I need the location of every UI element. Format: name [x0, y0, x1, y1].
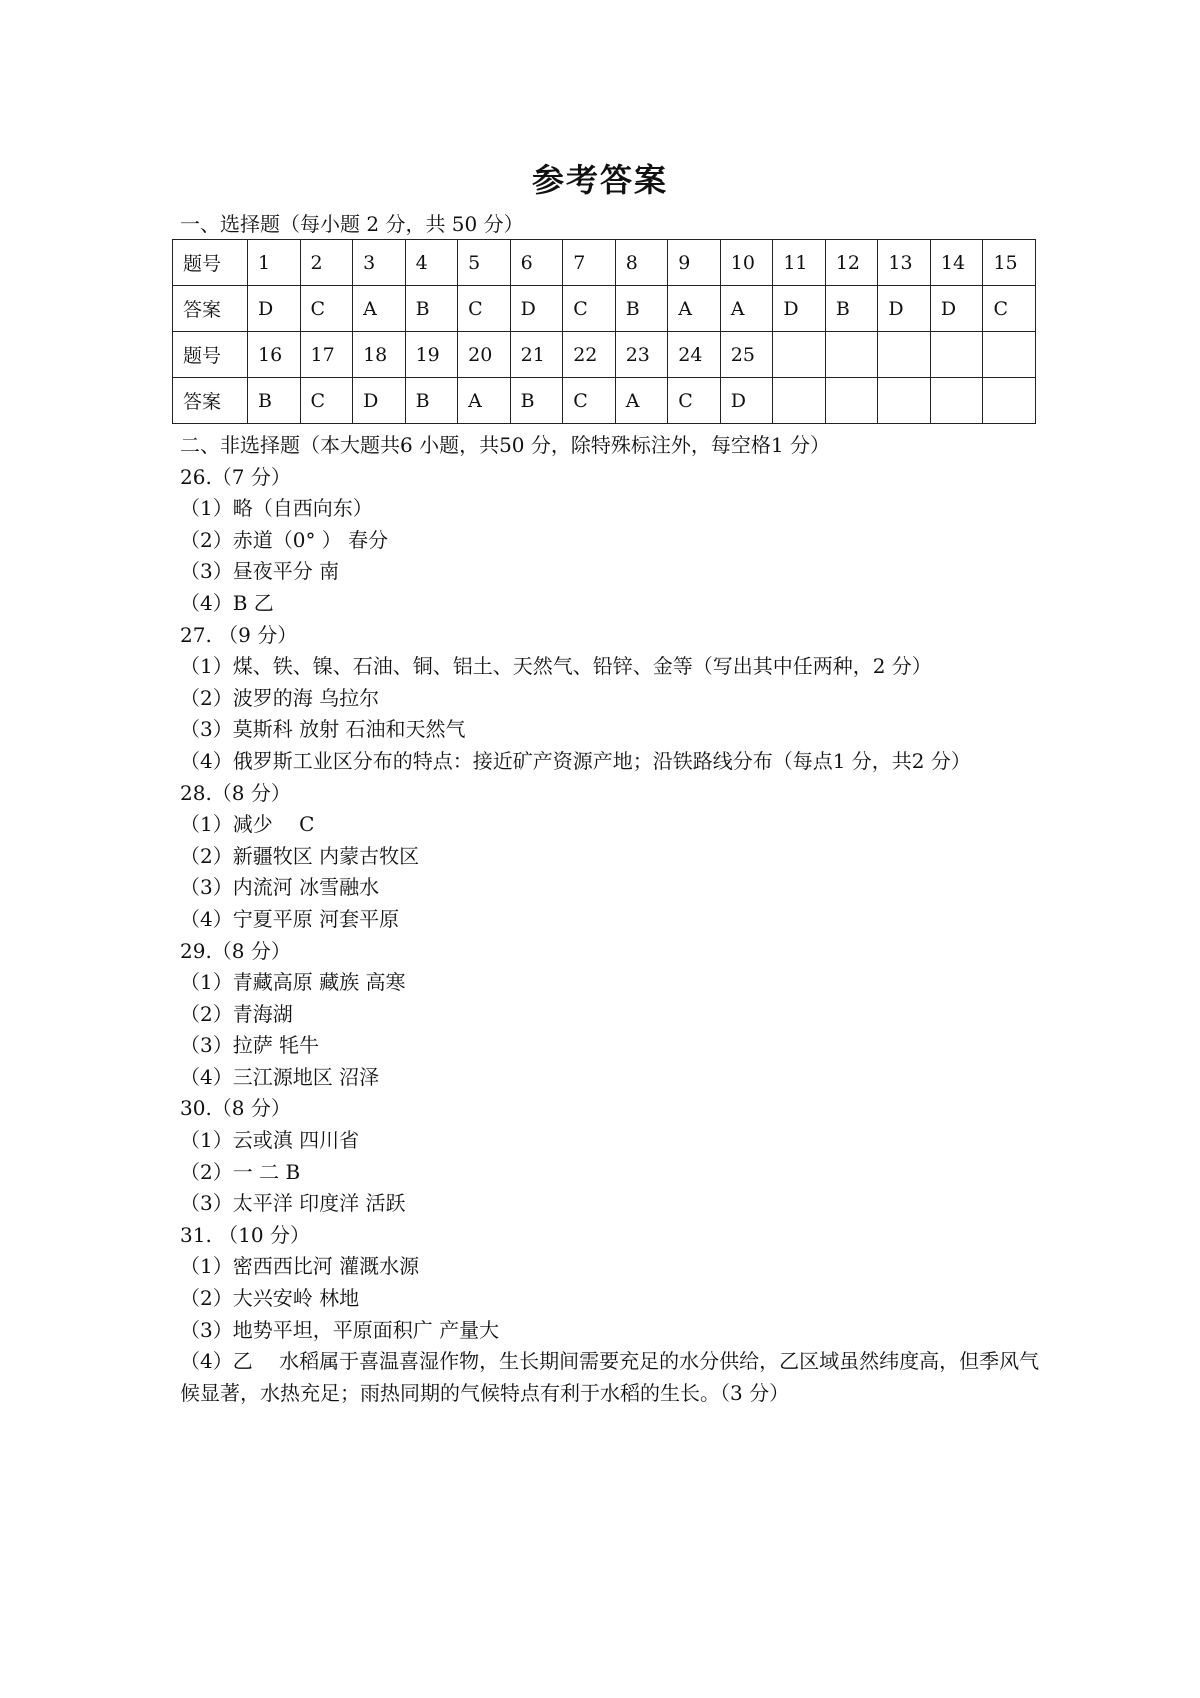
question-title: 30.（8 分） — [180, 1096, 291, 1121]
table-cell — [825, 378, 878, 424]
table-cell: 7 — [563, 240, 616, 286]
row-header: 题号 — [173, 332, 248, 378]
table-cell: 5 — [458, 240, 511, 286]
table-cell: 20 — [458, 332, 511, 378]
table-row — [173, 332, 1036, 378]
table-cell: 25 — [720, 332, 773, 378]
table-cell: C — [563, 286, 616, 332]
table-cell: D — [510, 286, 563, 332]
answer-line: （1）减少 C — [180, 812, 315, 837]
table-cell: B — [405, 378, 458, 424]
answer-line: （4）乙 水稻属于喜温喜湿作物，生长期间需要充足的水分供给，乙区域虽然纬度高，但季风气候显著，水热充足；雨热同期的气候特点有利于水稻的生长。（3 分） — [180, 1349, 1040, 1405]
non-choice-section — [180, 430, 1040, 1409]
table-cell: 23 — [615, 332, 668, 378]
table-cell: 17 — [300, 332, 353, 378]
table-cell: 11 — [773, 240, 826, 286]
table-cell: B — [615, 286, 668, 332]
row-header: 答案 — [173, 286, 248, 332]
answer-line: （3）拉萨 牦牛 — [180, 1033, 320, 1058]
table-cell: B — [510, 378, 563, 424]
answer-line: （1）密西西比河 灌溉水源 — [180, 1254, 420, 1279]
answer-line: （1）云或滇 四川省 — [180, 1128, 360, 1153]
table-cell: D — [248, 286, 301, 332]
answer-line: （3）太平洋 印度洋 活跃 — [180, 1191, 406, 1216]
table-cell: A — [720, 286, 773, 332]
answer-line: （1）略（自西向东） — [180, 496, 373, 521]
section2-heading: 二、非选择题（本大题共6 小题，共50 分，除特殊标注外，每空格1 分） — [180, 433, 830, 457]
table-cell: C — [300, 286, 353, 332]
table-cell — [878, 378, 931, 424]
table-cell: A — [615, 378, 668, 424]
table-cell — [983, 332, 1036, 378]
table-cell: D — [878, 286, 931, 332]
answer-line: （4）俄罗斯工业区分布的特点：接近矿产资源产地；沿铁路线分布（每点1 分，共2 分） — [180, 748, 971, 773]
table-cell: 6 — [510, 240, 563, 286]
table-cell: 4 — [405, 240, 458, 286]
table-cell: 18 — [353, 332, 406, 378]
table-cell: B — [405, 286, 458, 332]
table-cell: 15 — [983, 240, 1036, 286]
table-cell: D — [353, 378, 406, 424]
table-cell: 24 — [668, 332, 721, 378]
row-header: 答案 — [173, 378, 248, 424]
table-cell — [825, 332, 878, 378]
answer-line: （2）青海湖 — [180, 1001, 293, 1026]
table-row — [173, 378, 1036, 424]
table-cell — [930, 378, 983, 424]
table-cell: 10 — [720, 240, 773, 286]
answer-line: （2）波罗的海 乌拉尔 — [180, 685, 380, 710]
table-cell: D — [773, 286, 826, 332]
table-cell: 12 — [825, 240, 878, 286]
answer-line: （2）新疆牧区 内蒙古牧区 — [180, 843, 420, 868]
table-cell — [983, 378, 1036, 424]
table-cell: 19 — [405, 332, 458, 378]
table-cell: C — [458, 286, 511, 332]
table-cell: B — [248, 378, 301, 424]
table-cell — [773, 332, 826, 378]
answer-line: （3）莫斯科 放射 石油和天然气 — [180, 717, 466, 742]
question-title: 26.（7 分） — [180, 464, 291, 489]
table-cell: C — [300, 378, 353, 424]
answer-line: （2）赤道（0° ） 春分 — [180, 527, 389, 552]
table-cell — [930, 332, 983, 378]
section1-heading: 一、选择题（每小题 2 分，共 50 分） — [180, 212, 524, 236]
table-row — [173, 286, 1036, 332]
table-cell: 14 — [930, 240, 983, 286]
answer-line: （4）宁夏平原 河套平原 — [180, 906, 400, 931]
table-cell: A — [458, 378, 511, 424]
answer-line: （3）内流河 冰雪融水 — [180, 875, 380, 900]
table-cell: 22 — [563, 332, 616, 378]
question-title: 29.（8 分） — [180, 938, 291, 963]
table-row — [173, 240, 1036, 286]
table-cell — [878, 332, 931, 378]
table-cell: A — [668, 286, 721, 332]
table-cell: 2 — [300, 240, 353, 286]
question-title: 31. （10 分） — [180, 1222, 310, 1247]
page-title: 参考答案 — [531, 161, 668, 199]
table-cell: 3 — [353, 240, 406, 286]
table-cell — [773, 378, 826, 424]
row-header: 题号 — [173, 240, 248, 286]
table-cell: B — [825, 286, 878, 332]
question-title: 27. （9 分） — [180, 622, 298, 647]
answer-line: （1）煤、铁、镍、石油、铜、铝土、天然气、铅锌、金等（写出其中任两种，2 分） — [180, 654, 932, 679]
table-cell: 9 — [668, 240, 721, 286]
answer-line: （2）大兴安岭 林地 — [180, 1286, 360, 1311]
answer-line: （3）地势平坦，平原面积广 产量大 — [180, 1317, 500, 1342]
table-cell: 21 — [510, 332, 563, 378]
table-cell: D — [930, 286, 983, 332]
answer-line: （1）青藏高原 藏族 高寒 — [180, 970, 406, 995]
table-cell: D — [720, 378, 773, 424]
table-cell: 16 — [248, 332, 301, 378]
table-cell: 13 — [878, 240, 931, 286]
answer-line: （4）三江源地区 沼泽 — [180, 1064, 380, 1089]
answer-line: （2）一 二 B — [180, 1159, 301, 1184]
table-cell: A — [353, 286, 406, 332]
answer-line: （3）昼夜平分 南 — [180, 559, 340, 584]
answer-table — [172, 239, 1036, 424]
answer-line: （4）B 乙 — [180, 590, 274, 615]
table-cell: 8 — [615, 240, 668, 286]
table-cell: C — [668, 378, 721, 424]
table-cell: C — [563, 378, 616, 424]
table-cell: 1 — [248, 240, 301, 286]
table-cell: C — [983, 286, 1036, 332]
question-title: 28.（8 分） — [180, 780, 291, 805]
